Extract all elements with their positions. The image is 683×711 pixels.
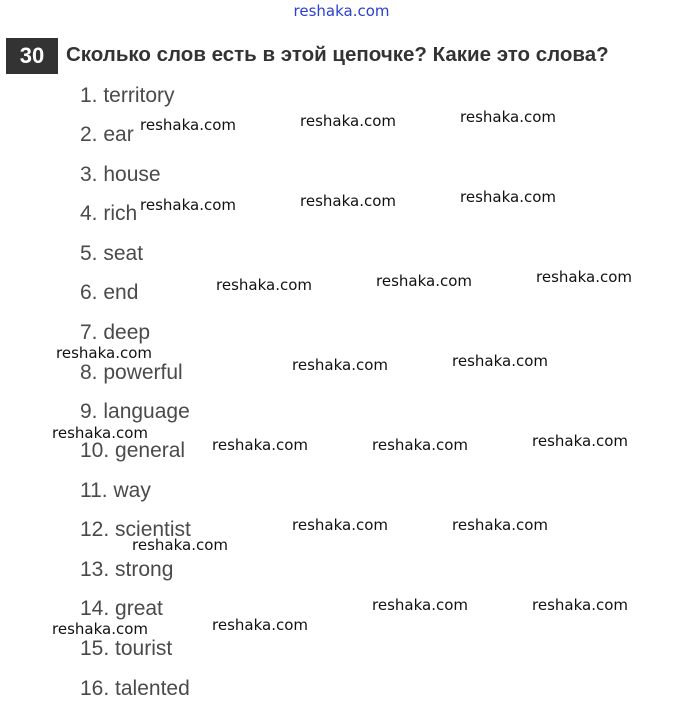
watermark: reshaka.com <box>56 344 152 362</box>
site-watermark-top: reshaka.com <box>293 2 390 20</box>
watermark: reshaka.com <box>532 432 628 450</box>
watermark: reshaka.com <box>132 536 228 554</box>
list-item: 6. end <box>80 281 139 304</box>
list-item: 1. territory <box>80 84 175 107</box>
list-item: 5. seat <box>80 242 144 265</box>
exercise-question: Сколько слов есть в этой цепочке? Какие это слова? <box>66 43 609 66</box>
watermark: reshaka.com <box>452 352 548 370</box>
watermark: reshaka.com <box>460 188 556 206</box>
watermark: reshaka.com <box>212 436 308 454</box>
watermark: reshaka.com <box>372 436 468 454</box>
exercise-number-badge: 30 <box>6 38 58 74</box>
list-item: 3. house <box>80 163 161 186</box>
watermark: reshaka.com <box>300 112 396 130</box>
list-item: 14. great <box>80 597 163 620</box>
list-item: 2. ear <box>80 123 134 146</box>
list-item: 4. rich <box>80 202 138 225</box>
watermark: reshaka.com <box>292 356 388 374</box>
watermark: reshaka.com <box>140 196 236 214</box>
watermark: reshaka.com <box>452 516 548 534</box>
list-item: 8. powerful <box>80 361 183 384</box>
list-item: 11. way <box>80 479 151 502</box>
watermark: reshaka.com <box>212 616 308 634</box>
watermark: reshaka.com <box>52 620 148 638</box>
list-item: 12. scientist <box>80 518 191 541</box>
list-item: 15. tourist <box>80 637 173 660</box>
watermark: reshaka.com <box>372 596 468 614</box>
watermark: reshaka.com <box>536 268 632 286</box>
watermark: reshaka.com <box>52 424 148 442</box>
watermark: reshaka.com <box>376 272 472 290</box>
list-item: 7. deep <box>80 321 151 344</box>
watermark: reshaka.com <box>300 192 396 210</box>
list-item: 9. language <box>80 400 190 423</box>
watermark: reshaka.com <box>140 116 236 134</box>
watermark: reshaka.com <box>532 596 628 614</box>
watermark: reshaka.com <box>460 108 556 126</box>
list-item: 13. strong <box>80 558 174 581</box>
watermark: reshaka.com <box>216 276 312 294</box>
list-item: 10. general <box>80 439 186 462</box>
watermark: reshaka.com <box>292 516 388 534</box>
list-item: 16. talented <box>80 677 190 700</box>
